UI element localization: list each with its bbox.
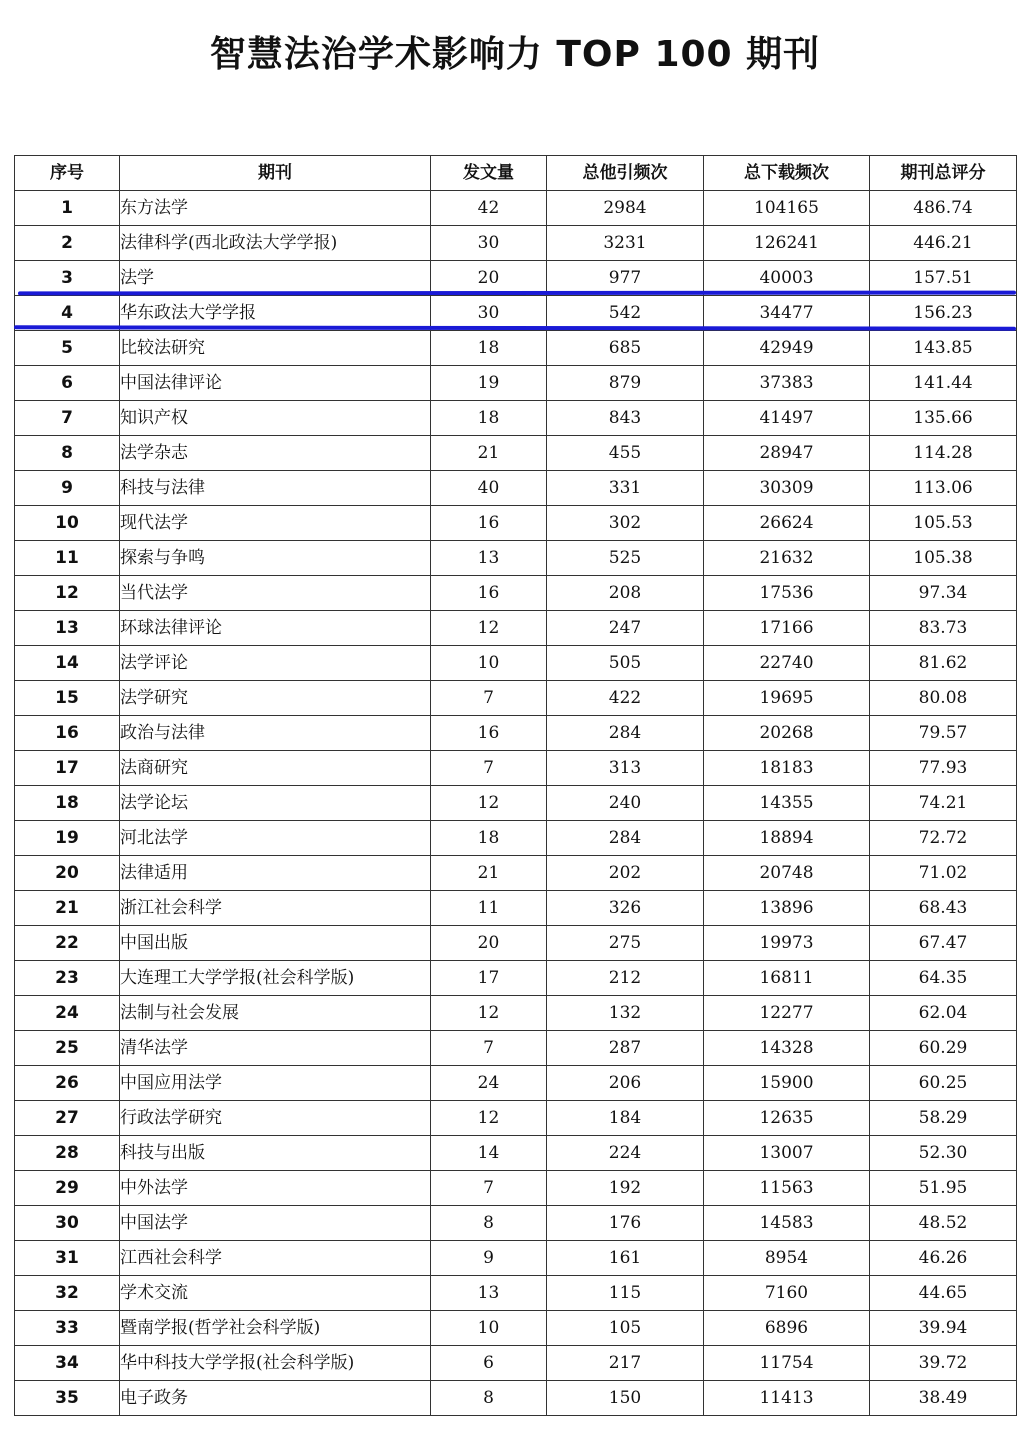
cell-citations: 331 [547,471,704,506]
journal-ranking-table [14,155,1017,1416]
cell-score: 39.94 [870,1311,1017,1346]
header-rank: 序号 [15,156,120,191]
header-citations: 总他引频次 [547,156,704,191]
cell-score: 68.43 [870,891,1017,926]
cell-citations: 542 [547,296,704,331]
cell-downloads: 15900 [704,1066,870,1101]
cell-score: 80.08 [870,681,1017,716]
table-row [15,1311,1017,1346]
cell-citations: 287 [547,1031,704,1066]
cell-downloads: 28947 [704,436,870,471]
cell-rank: 31 [15,1241,120,1276]
cell-articles: 21 [431,436,547,471]
cell-citations: 422 [547,681,704,716]
cell-articles: 18 [431,821,547,856]
cell-citations: 525 [547,541,704,576]
cell-score: 143.85 [870,331,1017,366]
cell-score: 83.73 [870,611,1017,646]
cell-citations: 132 [547,996,704,1031]
cell-journal-name: 法学杂志 [120,436,431,471]
cell-rank: 15 [15,681,120,716]
cell-journal-name: 知识产权 [120,401,431,436]
table-row [15,471,1017,506]
table-row [15,1171,1017,1206]
cell-downloads: 42949 [704,331,870,366]
table-row [15,541,1017,576]
cell-citations: 224 [547,1136,704,1171]
table-row [15,506,1017,541]
cell-score: 105.38 [870,541,1017,576]
cell-articles: 11 [431,891,547,926]
cell-downloads: 41497 [704,401,870,436]
cell-journal-name: 中国法学 [120,1206,431,1241]
table-row [15,751,1017,786]
cell-rank: 34 [15,1346,120,1381]
cell-journal-name: 中国应用法学 [120,1066,431,1101]
cell-citations: 685 [547,331,704,366]
cell-citations: 208 [547,576,704,611]
cell-journal-name: 法学 [120,261,431,296]
cell-articles: 7 [431,751,547,786]
cell-score: 46.26 [870,1241,1017,1276]
cell-downloads: 14355 [704,786,870,821]
cell-journal-name: 比较法研究 [120,331,431,366]
cell-citations: 313 [547,751,704,786]
cell-citations: 184 [547,1101,704,1136]
cell-journal-name: 行政法学研究 [120,1101,431,1136]
cell-journal-name: 法学论坛 [120,786,431,821]
cell-score: 44.65 [870,1276,1017,1311]
table-row [15,401,1017,436]
cell-rank: 5 [15,331,120,366]
cell-citations: 3231 [547,226,704,261]
cell-rank: 32 [15,1276,120,1311]
cell-articles: 7 [431,681,547,716]
cell-articles: 21 [431,856,547,891]
cell-rank: 12 [15,576,120,611]
cell-score: 71.02 [870,856,1017,891]
cell-articles: 14 [431,1136,547,1171]
table-row [15,681,1017,716]
cell-articles: 30 [431,296,547,331]
cell-citations: 202 [547,856,704,891]
cell-score: 48.52 [870,1206,1017,1241]
cell-journal-name: 浙江社会科学 [120,891,431,926]
cell-score: 446.21 [870,226,1017,261]
cell-rank: 19 [15,821,120,856]
cell-rank: 26 [15,1066,120,1101]
cell-articles: 10 [431,1311,547,1346]
table-row [15,856,1017,891]
cell-score: 105.53 [870,506,1017,541]
cell-score: 52.30 [870,1136,1017,1171]
cell-rank: 14 [15,646,120,681]
cell-articles: 18 [431,401,547,436]
cell-score: 58.29 [870,1101,1017,1136]
cell-journal-name: 探索与争鸣 [120,541,431,576]
cell-articles: 24 [431,1066,547,1101]
cell-articles: 17 [431,961,547,996]
cell-citations: 206 [547,1066,704,1101]
cell-rank: 13 [15,611,120,646]
table-row [15,961,1017,996]
cell-downloads: 18183 [704,751,870,786]
cell-rank: 25 [15,1031,120,1066]
cell-articles: 20 [431,926,547,961]
cell-articles: 16 [431,506,547,541]
cell-score: 79.57 [870,716,1017,751]
table-row [15,1381,1017,1416]
cell-journal-name: 政治与法律 [120,716,431,751]
cell-downloads: 34477 [704,296,870,331]
cell-downloads: 40003 [704,261,870,296]
cell-score: 74.21 [870,786,1017,821]
cell-citations: 176 [547,1206,704,1241]
table-row [15,1066,1017,1101]
cell-rank: 8 [15,436,120,471]
cell-citations: 455 [547,436,704,471]
cell-downloads: 126241 [704,226,870,261]
cell-articles: 12 [431,786,547,821]
cell-journal-name: 当代法学 [120,576,431,611]
cell-rank: 28 [15,1136,120,1171]
cell-rank: 22 [15,926,120,961]
cell-score: 114.28 [870,436,1017,471]
cell-journal-name: 法商研究 [120,751,431,786]
cell-score: 156.23 [870,296,1017,331]
cell-articles: 12 [431,611,547,646]
table-row [15,331,1017,366]
cell-journal-name: 法制与社会发展 [120,996,431,1031]
cell-downloads: 8954 [704,1241,870,1276]
cell-journal-name: 东方法学 [120,191,431,226]
cell-journal-name: 法学评论 [120,646,431,681]
cell-rank: 24 [15,996,120,1031]
cell-score: 60.29 [870,1031,1017,1066]
cell-citations: 2984 [547,191,704,226]
cell-journal-name: 华东政法大学学报 [120,296,431,331]
cell-downloads: 12277 [704,996,870,1031]
cell-downloads: 104165 [704,191,870,226]
cell-citations: 977 [547,261,704,296]
cell-journal-name: 电子政务 [120,1381,431,1416]
cell-citations: 150 [547,1381,704,1416]
cell-journal-name: 科技与出版 [120,1136,431,1171]
cell-downloads: 26624 [704,506,870,541]
cell-downloads: 12635 [704,1101,870,1136]
table-header-row [15,156,1017,191]
cell-rank: 10 [15,506,120,541]
cell-citations: 284 [547,716,704,751]
cell-journal-name: 法律科学(西北政法大学学报) [120,226,431,261]
cell-articles: 10 [431,646,547,681]
cell-downloads: 17536 [704,576,870,611]
cell-journal-name: 暨南学报(哲学社会科学版) [120,1311,431,1346]
cell-downloads: 17166 [704,611,870,646]
cell-articles: 42 [431,191,547,226]
cell-score: 38.49 [870,1381,1017,1416]
table-body [15,191,1017,1416]
cell-downloads: 30309 [704,471,870,506]
cell-downloads: 13896 [704,891,870,926]
table-row [15,1346,1017,1381]
table-row [15,1276,1017,1311]
cell-citations: 284 [547,821,704,856]
header-journal: 期刊 [120,156,431,191]
cell-citations: 275 [547,926,704,961]
cell-articles: 16 [431,576,547,611]
cell-citations: 302 [547,506,704,541]
cell-rank: 18 [15,786,120,821]
cell-journal-name: 清华法学 [120,1031,431,1066]
table-row [15,996,1017,1031]
cell-citations: 247 [547,611,704,646]
table-row [15,191,1017,226]
cell-articles: 20 [431,261,547,296]
table-row [15,786,1017,821]
cell-citations: 326 [547,891,704,926]
cell-citations: 161 [547,1241,704,1276]
cell-journal-name: 法律适用 [120,856,431,891]
cell-rank: 3 [15,261,120,296]
cell-downloads: 22740 [704,646,870,681]
cell-score: 97.34 [870,576,1017,611]
cell-score: 135.66 [870,401,1017,436]
table-row [15,1241,1017,1276]
cell-citations: 115 [547,1276,704,1311]
cell-journal-name: 中外法学 [120,1171,431,1206]
cell-rank: 35 [15,1381,120,1416]
cell-articles: 8 [431,1206,547,1241]
cell-rank: 4 [15,296,120,331]
table-row [15,576,1017,611]
cell-journal-name: 环球法律评论 [120,611,431,646]
cell-journal-name: 法学研究 [120,681,431,716]
table-row [15,1206,1017,1241]
cell-downloads: 11563 [704,1171,870,1206]
cell-score: 60.25 [870,1066,1017,1101]
cell-articles: 40 [431,471,547,506]
cell-rank: 17 [15,751,120,786]
cell-articles: 12 [431,996,547,1031]
table-row [15,436,1017,471]
cell-articles: 16 [431,716,547,751]
cell-score: 113.06 [870,471,1017,506]
header-downloads: 总下载频次 [704,156,870,191]
cell-downloads: 14583 [704,1206,870,1241]
cell-citations: 105 [547,1311,704,1346]
table-row [15,1031,1017,1066]
cell-downloads: 37383 [704,366,870,401]
table-row [15,366,1017,401]
cell-articles: 12 [431,1101,547,1136]
cell-score: 39.72 [870,1346,1017,1381]
cell-downloads: 13007 [704,1136,870,1171]
cell-score: 72.72 [870,821,1017,856]
cell-downloads: 7160 [704,1276,870,1311]
table-row [15,611,1017,646]
cell-articles: 18 [431,331,547,366]
cell-journal-name: 大连理工大学学报(社会科学版) [120,961,431,996]
cell-score: 64.35 [870,961,1017,996]
cell-citations: 240 [547,786,704,821]
cell-rank: 27 [15,1101,120,1136]
cell-journal-name: 中国法律评论 [120,366,431,401]
cell-score: 62.04 [870,996,1017,1031]
cell-journal-name: 现代法学 [120,506,431,541]
cell-journal-name: 华中科技大学学报(社会科学版) [120,1346,431,1381]
cell-rank: 1 [15,191,120,226]
table-row [15,716,1017,751]
cell-rank: 9 [15,471,120,506]
cell-downloads: 19973 [704,926,870,961]
cell-articles: 6 [431,1346,547,1381]
cell-downloads: 19695 [704,681,870,716]
cell-rank: 20 [15,856,120,891]
cell-articles: 9 [431,1241,547,1276]
cell-rank: 33 [15,1311,120,1346]
cell-journal-name: 学术交流 [120,1276,431,1311]
cell-rank: 7 [15,401,120,436]
cell-articles: 13 [431,1276,547,1311]
cell-citations: 879 [547,366,704,401]
header-articles: 发文量 [431,156,547,191]
cell-rank: 23 [15,961,120,996]
cell-downloads: 6896 [704,1311,870,1346]
cell-journal-name: 江西社会科学 [120,1241,431,1276]
cell-score: 486.74 [870,191,1017,226]
table-row [15,226,1017,261]
cell-citations: 505 [547,646,704,681]
cell-downloads: 21632 [704,541,870,576]
cell-articles: 7 [431,1031,547,1066]
cell-downloads: 16811 [704,961,870,996]
cell-rank: 6 [15,366,120,401]
cell-downloads: 11413 [704,1381,870,1416]
cell-rank: 30 [15,1206,120,1241]
cell-score: 67.47 [870,926,1017,961]
cell-citations: 843 [547,401,704,436]
cell-rank: 2 [15,226,120,261]
table-row [15,891,1017,926]
cell-citations: 192 [547,1171,704,1206]
table-row [15,1101,1017,1136]
cell-journal-name: 河北法学 [120,821,431,856]
table-row [15,646,1017,681]
cell-score: 51.95 [870,1171,1017,1206]
cell-rank: 21 [15,891,120,926]
cell-citations: 212 [547,961,704,996]
cell-downloads: 11754 [704,1346,870,1381]
header-score: 期刊总评分 [870,156,1017,191]
cell-rank: 29 [15,1171,120,1206]
cell-articles: 7 [431,1171,547,1206]
page-title: 智慧法治学术影响力 TOP 100 期刊 [209,34,821,75]
cell-articles: 13 [431,541,547,576]
cell-score: 157.51 [870,261,1017,296]
cell-score: 141.44 [870,366,1017,401]
cell-downloads: 20268 [704,716,870,751]
cell-articles: 8 [431,1381,547,1416]
cell-journal-name: 科技与法律 [120,471,431,506]
cell-score: 77.93 [870,751,1017,786]
table-row [15,821,1017,856]
cell-citations: 217 [547,1346,704,1381]
cell-score: 81.62 [870,646,1017,681]
cell-articles: 30 [431,226,547,261]
table-row [15,926,1017,961]
cell-downloads: 20748 [704,856,870,891]
table-row [15,1136,1017,1171]
cell-rank: 11 [15,541,120,576]
cell-downloads: 18894 [704,821,870,856]
cell-journal-name: 中国出版 [120,926,431,961]
cell-articles: 19 [431,366,547,401]
cell-downloads: 14328 [704,1031,870,1066]
cell-rank: 16 [15,716,120,751]
